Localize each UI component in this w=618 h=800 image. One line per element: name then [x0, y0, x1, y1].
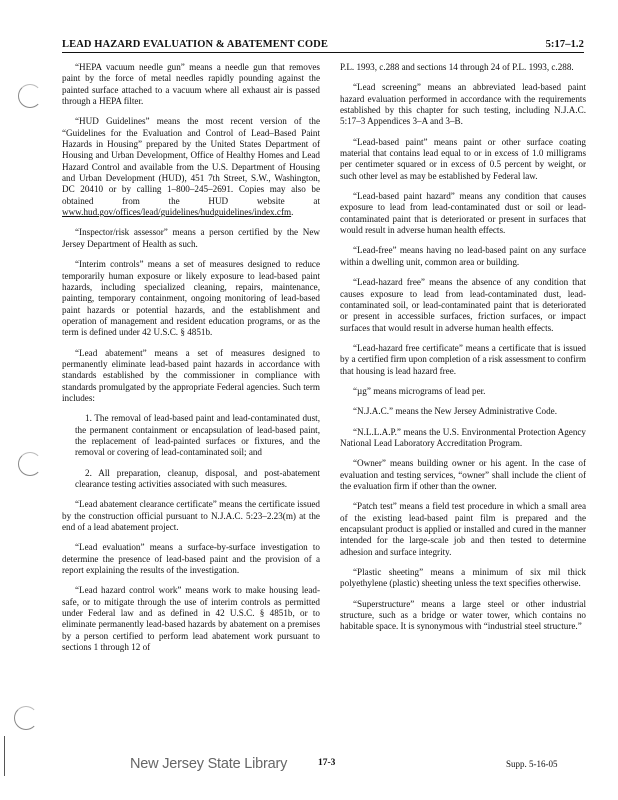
punch-hole-icon: [14, 706, 38, 730]
continuation-paragraph: P.L. 1993, c.288 and sections 14 through 24 of P.L. 1993, c.288.: [340, 62, 574, 72]
scan-edge-mark: [4, 736, 5, 776]
running-header: [62, 34, 584, 53]
definition-owner: “Owner” means building owner or his agent. In the case of evaluation and testing services, “owner” shall include the client of the evaluation firm if other than the owner.: [340, 458, 586, 491]
definition-inspector-risk-assessor: “Inspector/risk assessor” means a person certified by the New Jersey Department of Health as such.: [62, 227, 320, 249]
definition-lead-based-paint-hazard: “Lead-based paint hazard” means any condition that causes exposure to lead from lead-contaminated dust or soil or lead-contaminated paint that is deteriorated or present in surfaces that would result in adverse human health effects.: [340, 191, 586, 236]
punch-hole-icon: [18, 452, 42, 476]
definition-superstructure: “Superstructure” means a large steel or other industrial structure, such as a bridge or water tower, which contains no habitable space. It is synonymous with “industrial steel structure.”: [340, 598, 586, 632]
definition-lead-evaluation: “Lead evaluation” means a surface-by-surface investigation to determine the presence of lead-based paint and the provision of a report explaining the results of the investigation.: [62, 542, 320, 576]
definition-njac: “N.J.A.C.” means the New Jersey Administrative Code.: [353, 406, 558, 417]
library-stamp: New Jersey State Library: [130, 756, 288, 772]
definition-lead-hazard-free-certificate: “Lead-hazard free certificate” means a certificate that is issued by a certified firm upon completion of a risk assessment to confirm that housing is lead hazard free.: [340, 342, 586, 376]
punch-hole-icon: [18, 84, 42, 108]
definition-hepa-needle-gun: “HEPA vacuum needle gun” means a needle gun that removes paint by the force of metal needles rapidly pounding against the painted surface attached to a vacuum where all exhaust air is passed through a HEPA filter.: [62, 62, 320, 107]
left-column: [62, 62, 320, 662]
supplement-date: Supp. 5-16-05: [506, 759, 558, 769]
definition-lead-hazard-free: “Lead-hazard free” means the absence of any condition that causes exposure to lead from lead-contaminated dust, lead-contaminated soil, or lead-contaminated paint that is deteriorated or present in accessible surfaces, friction surfaces, or impact surfaces that would result in adverse human health effects.: [340, 277, 586, 333]
definition-interim-controls: “Interim controls” means a set of measures designed to reduce temporarily human exposure or likely exposure to lead-based paint hazards, including specialized cleaning, repairs, maintenance, painting, temporary containment, ongoing monitoring of lead-based paint hazards or potential hazards, and the establishment and operation of management and resident education programs, or as the term is defined under 42 U.S.C. § 4851b.: [62, 259, 320, 338]
hud-guidelines-text: “HUD Guidelines” means the most recent version of the “Guidelines for the Evaluation and Control of Lead–Based Paint Hazards in Housing” prepared by the United States Department of Housing and Urban Development, Office of Healthy Homes and Lead Hazard Control and available from the U.S. Department of Housing and Urban Development (HUD), 451 7th Street, S.W., Washington, DC 20410 or by calling 1–800–245–2691. Copies may also be obtained from the HUD website at: [62, 116, 320, 206]
definition-lead-screening: “Lead screening” means an abbreviated lead-based paint hazard evaluation performed in accordance with the requirements established by this chapter for such testing, including N.J.A.C. 5:17–3 Appendices 3–A and 3–B.: [340, 82, 586, 127]
definition-lead-free: “Lead-free” means having no lead-based paint on any surface within a dwelling unit, common area or building.: [340, 245, 586, 267]
page-footer: [0, 754, 618, 778]
page-number: 17-3: [318, 758, 336, 768]
header-title: LEAD HAZARD EVALUATION & ABATEMENT CODE: [62, 39, 328, 50]
header-section-number: 5:17–1.2: [545, 39, 584, 50]
hud-website-link[interactable]: www.hud.gov/offices/lead/guidelines/hudguidelines/index.cfm: [62, 207, 292, 218]
hud-guidelines-end: .: [291, 207, 294, 218]
lead-abatement-item-1: 1. The removal of lead-based paint and lead-contaminated dust, the permanent containment or encapsulation of lead-based paint, the replacement of lead-painted surfaces or fixtures, and the removal or covering of lead-contaminated soil; and: [75, 413, 320, 458]
definition-lead-based-paint: “Lead-based paint” means paint or other surface coating material that contains lead equal to or in excess of 1.0 milligrams per centimeter squared or in excess of 0.5 percent by weight, or such other level as may be established by Federal law.: [340, 136, 586, 181]
definition-lead-hazard-control-work: “Lead hazard control work” means work to make housing lead-safe, or to mitigate through the use of interim controls as permitted under Federal law and as defined in 42 U.S.C. § 4851b, or to eliminate permanently lead-based hazards by abatement on a premises by a person certified to perform lead abatement work pursuant to sections 1 through 12 of: [62, 585, 320, 653]
definition-lead-abatement: “Lead abatement” means a set of measures designed to permanently eliminate lead-based paint hazards in accordance with standards established by the commissioner in compliance with standards promulgated by the appropriate Federal agencies. Such term includes:: [62, 347, 320, 403]
definition-lead-abatement-clearance-certificate: “Lead abatement clearance certificate” means the certificate issued by the construction official pursuant to N.J.A.C. 5:23–2.23(m) at the end of a lead abatement project.: [62, 499, 320, 533]
right-column: [340, 62, 586, 642]
definition-nllap: “N.L.L.A.P.” means the U.S. Environmental Protection Agency National Lead Laboratory Accreditation Program.: [340, 426, 586, 448]
definition-plastic-sheeting: “Plastic sheeting” means a minimum of six mil thick polyethylene (plastic) sheeting unless the text specifies otherwise.: [340, 567, 586, 589]
definition-hud-guidelines: [62, 116, 320, 218]
lead-abatement-item-2: 2. All preparation, cleanup, disposal, and post-abatement clearance testing activities associated with such measures.: [75, 467, 320, 489]
definition-patch-test: “Patch test” means a field test procedure in which a small area of the existing lead-based paint film is prepared and the encapsulant product is applied or installed and cured in the manner intended for the large-scale job and then tested to determine adhesion and surface integrity.: [340, 501, 586, 557]
definition-micrograms: “µg” means micrograms of lead per.: [353, 385, 486, 396]
